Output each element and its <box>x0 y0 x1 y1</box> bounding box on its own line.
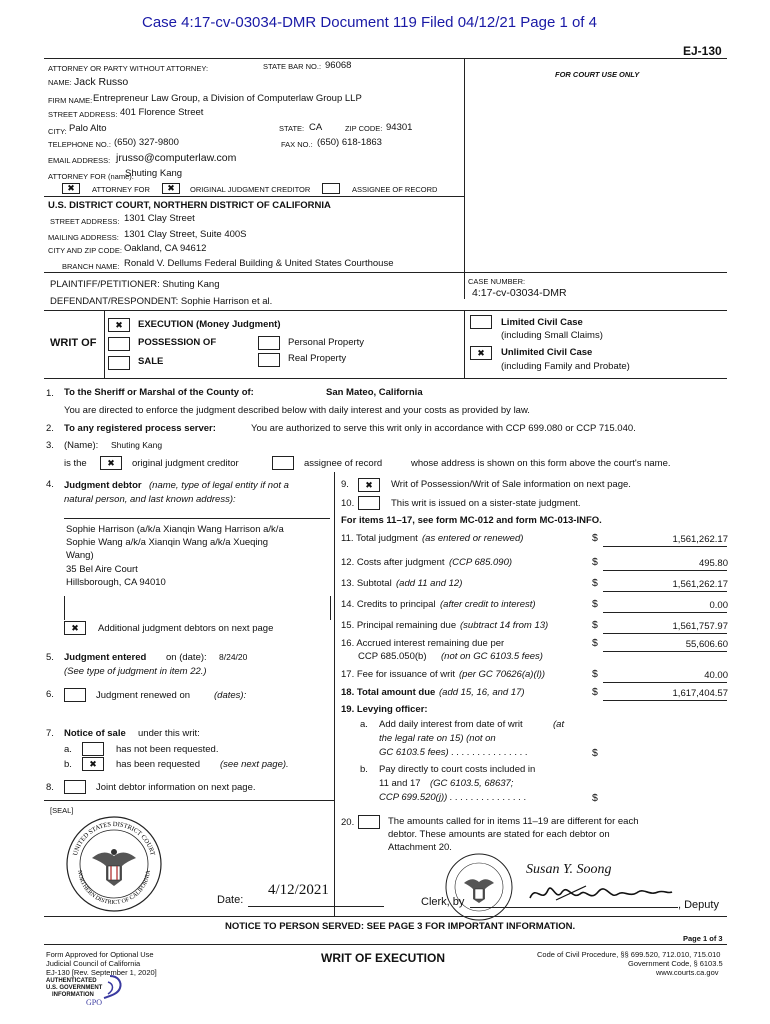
personal-property-checkbox[interactable] <box>258 336 280 350</box>
item-7b-text: has been requested <box>116 759 200 770</box>
item-19b-line-4: CCP 699.520(j)) . . . . . . . . . . . . . . . <box>379 792 527 803</box>
attorney-label: ATTORNEY OR PARTY WITHOUT ATTORNEY: <box>48 64 209 73</box>
original-creditor-option: ORIGINAL JUDGMENT CREDITOR <box>190 185 311 194</box>
date-label: Date: <box>217 894 244 906</box>
item-2-title: To any registered process server: <box>64 423 216 434</box>
item-5-date-label: on (date): <box>166 652 207 663</box>
item-1-text: To the Sheriff or Marshal of the County of: <box>64 387 254 398</box>
defendant: DEFENDANT/RESPONDENT: Sophie Harrison et al. <box>50 296 273 307</box>
clerk-name: Susan Y. Soong <box>526 862 612 877</box>
limited-case-sub: (including Small Claims) <box>501 330 603 341</box>
money-row-amount: 1,617,404.57 <box>672 688 728 699</box>
money-row-dollar: $ <box>592 532 598 544</box>
money-row-amount: 1,561,757.97 <box>672 621 728 632</box>
item-7a-text: has not been requested. <box>116 744 219 755</box>
state-label: STATE: <box>279 124 305 133</box>
item-10-text: This writ is issued on a sister-state judgment. <box>391 498 581 509</box>
money-row-label: 12. Costs after judgment <box>341 557 445 568</box>
tel-label: TELEPHONE NO.: <box>48 140 111 149</box>
original-creditor-checkbox[interactable]: ✖ <box>162 183 180 194</box>
page-number: Page 1 of 3 <box>683 934 723 943</box>
court-mailing: 1301 Clay Street, Suite 400S <box>124 229 247 240</box>
money-row-line <box>603 546 727 547</box>
court-filing-stamp: Case 4:17-cv-03034-DMR Document 119 Filed 04/12/21 Page 1 of 4 <box>142 14 597 31</box>
money-row-amount: 55,606.60 <box>685 639 728 650</box>
item-3-name: Shuting Kang <box>111 440 163 450</box>
for-court-use-label: FOR COURT USE ONLY <box>555 70 640 79</box>
item-5-date: 8/24/20 <box>219 652 248 662</box>
item-3-whose: whose address is shown on this form above the court's name. <box>411 458 671 469</box>
item-2-num: 2. <box>46 423 54 434</box>
item-5-title: Judgment entered <box>64 652 147 663</box>
footer-title: WRIT OF EXECUTION <box>321 951 445 965</box>
item-19a-dollar: $ <box>592 747 598 759</box>
item-4-title: Judgment debtor <box>64 480 142 491</box>
item-19a-letter: a. <box>360 719 368 730</box>
item-5-num: 5. <box>46 652 54 663</box>
item-5-note: (See type of judgment in item 22.) <box>64 666 207 677</box>
zip-label: ZIP CODE: <box>345 124 383 133</box>
footer-right-1: Code of Civil Procedure, §§ 699.520, 712.010, 715.010 <box>537 950 721 959</box>
money-row-line <box>603 682 727 683</box>
item-7-num: 7. <box>46 728 54 739</box>
attorney-email: jrusso@computerlaw.com <box>116 152 237 164</box>
notice-text: NOTICE TO PERSON SERVED: SEE PAGE 3 FOR IMPORTANT INFORMATION. <box>225 921 576 932</box>
money-row-amount: 40.00 <box>704 670 728 681</box>
item-6-checkbox[interactable] <box>64 688 86 702</box>
attorney-state: CA <box>309 122 323 133</box>
money-row-dollar: $ <box>592 637 598 649</box>
court-seal-icon <box>64 814 164 914</box>
plaintiff: PLAINTIFF/PETITIONER: Shuting Kang <box>50 279 220 290</box>
item-20-line-1: The amounts called for in items 11–19 are different for each <box>388 816 639 827</box>
firm-label: FIRM NAME: <box>48 96 93 105</box>
footer-right-2: Government Code, § 6103.5 <box>628 959 723 968</box>
signature-date: 4/12/2021 <box>268 882 329 898</box>
item-9-text: Writ of Possession/Writ of Sale information on next page. <box>391 479 631 490</box>
court-street-label: STREET ADDRESS: <box>50 217 120 226</box>
additional-debtors-checkbox[interactable]: ✖ <box>64 621 86 635</box>
assignee-checkbox[interactable] <box>322 183 340 194</box>
money-row-amount: 495.80 <box>698 558 728 569</box>
money-row-label: 13. Subtotal <box>341 578 392 589</box>
items-header: For items 11–17, see form MC-012 and form MC-013-INFO. <box>341 515 602 526</box>
money-row-label: 11. Total judgment <box>341 533 418 544</box>
parties-writ-divider <box>44 310 727 311</box>
money-row-amount: 1,561,262.17 <box>672 579 728 590</box>
item-7-desc: under this writ: <box>138 728 200 739</box>
court-mailing-label: MAILING ADDRESS: <box>48 233 119 242</box>
money-row-label: 18. Total amount due <box>341 687 436 698</box>
attorney-tel: (650) 327-9800 <box>114 137 179 148</box>
item-7a-checkbox[interactable] <box>82 742 104 756</box>
court-branch: Ronald V. Dellums Federal Building & United States Courthouse <box>124 258 394 269</box>
attorney-fax: (650) 618-1863 <box>317 137 382 148</box>
money-row-note: (after credit to interest) <box>440 599 536 610</box>
money-row-line <box>603 612 727 613</box>
money-row-note: (as entered or renewed) <box>422 533 524 544</box>
money-row-dollar: $ <box>592 556 598 568</box>
item-3-num: 3. <box>46 440 54 451</box>
footer-left-1: Form Approved for Optional Use <box>46 950 154 959</box>
state-bar-value: 96068 <box>325 60 352 71</box>
item-7b-checkbox[interactable]: ✖ <box>82 757 104 771</box>
attorney-court-divider <box>44 196 464 197</box>
item-10-num: 10. <box>341 498 355 509</box>
item-7b-see: (see next page). <box>220 759 289 770</box>
item-1-county: San Mateo, California <box>326 387 423 398</box>
date-line <box>248 906 384 907</box>
attorney-city: Palo Alto <box>69 123 107 134</box>
item-7b-letter: b. <box>64 759 72 770</box>
gpo-text-2: U.S. GOVERNMENT <box>46 985 103 991</box>
item-3-is-the: is the <box>64 458 87 469</box>
city-label: CITY: <box>48 127 67 136</box>
item-20-checkbox[interactable] <box>358 815 380 829</box>
item-6-label: Judgment renewed on <box>96 690 191 701</box>
item-10-checkbox[interactable] <box>358 496 380 510</box>
clerk-signature-icon <box>526 880 676 908</box>
item-20-line-3: Attachment 20. <box>388 842 452 853</box>
debtor-line-1: Sophie Harrison (a/k/a Xianqin Wang Harrison a/k/a <box>66 524 284 535</box>
money-row-note: (add 11 and 12) <box>396 578 463 589</box>
item-9-checkbox[interactable]: ✖ <box>358 478 380 492</box>
attorney-zip: 94301 <box>386 122 413 133</box>
money-row-amount: 1,561,262.17 <box>672 534 728 545</box>
money-row-line <box>603 570 727 571</box>
gpo-text-3: INFORMATION <box>52 992 94 998</box>
item-9-num: 9. <box>341 479 349 490</box>
writ-of-label: WRIT OF <box>50 337 97 349</box>
unlimited-case-label: Unlimited Civil Case <box>501 347 593 358</box>
money-row-line <box>603 651 727 652</box>
item-16-line-2b: (not on GC 6103.5 fees) <box>441 651 543 662</box>
writ-bottom-rule <box>44 378 727 379</box>
item-3-assignee-label: assignee of record <box>304 458 383 469</box>
court-branch-label: BRANCH NAME: <box>62 262 120 271</box>
second-debtor-left <box>64 596 65 620</box>
personal-property-label: Personal Property <box>288 337 365 348</box>
item-8-checkbox[interactable] <box>64 780 86 794</box>
item-19a-line-1: Add daily interest from date of writ <box>379 719 523 730</box>
case-number-label: CASE NUMBER: <box>468 277 526 286</box>
attorney-for-option: ATTORNEY FOR <box>92 185 150 194</box>
item-19a-line-2: (at <box>553 719 565 730</box>
top-rule <box>44 58 727 59</box>
item-19b-dollar: $ <box>592 792 598 804</box>
item-3-original-checkbox[interactable]: ✖ <box>100 456 122 470</box>
money-row-dollar: $ <box>592 619 598 631</box>
writ-divider <box>464 310 465 378</box>
case-number: 4:17-cv-03034-DMR <box>472 287 567 299</box>
assignee-option: ASSIGNEE OF RECORD <box>352 185 438 194</box>
real-property-checkbox[interactable] <box>258 353 280 367</box>
writ-of-divider <box>104 310 105 378</box>
money-row-label: 14. Credits to principal <box>341 599 436 610</box>
execution-label: EXECUTION (Money Judgment) <box>138 319 281 330</box>
money-row-note: (subtract 14 from 13) <box>460 620 549 631</box>
possession-label: POSSESSION OF <box>138 337 217 348</box>
seal-label: [SEAL] <box>50 806 74 815</box>
clerk-label: Clerk, by <box>421 896 465 908</box>
gpo-label: GPO <box>86 998 103 1007</box>
item-20-num: 20. <box>341 817 355 828</box>
court-name: U.S. DISTRICT COURT, NORTHERN DISTRICT OF CALIFORNIA <box>48 200 331 211</box>
state-bar-label: STATE BAR NO.: <box>263 62 322 71</box>
debtor-line-3: Wang) <box>66 550 94 561</box>
real-property-label: Real Property <box>288 353 347 364</box>
money-row-note: (add 15, 16, and 17) <box>439 687 525 698</box>
money-row-line <box>603 591 727 592</box>
court-parties-divider <box>44 272 727 273</box>
money-row-line <box>603 633 727 634</box>
court-use-divider <box>464 58 465 299</box>
money-row-dollar: $ <box>592 686 598 698</box>
court-city: Oakland, CA 94612 <box>124 243 207 254</box>
debtor-line-2: Sophie Wang a/k/a Xianqin Wang a/k/a Xueqing <box>66 537 269 548</box>
limited-case-checkbox[interactable] <box>470 315 492 329</box>
item-19a-line-4: GC 6103.5 fees) . . . . . . . . . . . . . . . <box>379 747 528 758</box>
sale-checkbox[interactable] <box>108 356 130 370</box>
debtor-line-5: Hillsborough, CA 94010 <box>66 577 166 588</box>
item-19b-line-2: 11 and 17 <box>379 778 421 789</box>
attorney-for-checkbox[interactable]: ✖ <box>62 183 80 194</box>
court-street: 1301 Clay Street <box>124 213 195 224</box>
item-7a-letter: a. <box>64 744 72 755</box>
seal-top-rule <box>44 800 334 801</box>
money-row-dollar: $ <box>592 577 598 589</box>
item-19-title: 19. Levying officer: <box>341 704 428 715</box>
attorney-name: Jack Russo <box>74 76 129 88</box>
money-row-note: (CCP 685.090) <box>449 557 513 568</box>
court-city-label: CITY AND ZIP CODE: <box>48 246 122 255</box>
gpo-text-1: AUTHENTICATED <box>46 978 97 984</box>
item-8-text: Joint debtor information on next page. <box>96 782 256 793</box>
item-20-line-2: debtor. These amounts are stated for each debtor on <box>388 829 610 840</box>
unlimited-case-checkbox[interactable]: ✖ <box>470 346 492 360</box>
notice-top-rule <box>44 916 727 917</box>
additional-debtors-label: Additional judgment debtors on next page <box>98 623 274 634</box>
item-3-label: (Name): <box>64 440 99 451</box>
item-2-text: You are authorized to serve this writ only in accordance with CCP 699.080 or CCP 715.040. <box>251 423 636 434</box>
item-6-dates: (dates): <box>214 690 247 701</box>
money-row-amount: 0.00 <box>709 600 728 611</box>
firm-name: Entrepreneur Law Group, a Division of Computerlaw Group LLP <box>93 93 362 104</box>
item-19b-letter: b. <box>360 764 368 775</box>
item-3-assignee-checkbox[interactable] <box>272 456 294 470</box>
attorney-for-name: Shuting Kang <box>125 168 183 179</box>
name-label: NAME: <box>48 78 72 87</box>
possession-checkbox[interactable] <box>108 337 130 351</box>
item-4-desc-1: (name, type of legal entity if not a <box>149 480 289 491</box>
item-4-num: 4. <box>46 479 54 490</box>
seal-bottom-text: NORTHERN DISTRICT OF CALIFORNIA <box>76 869 152 907</box>
item-16-line-2a: CCP 685.050(b) <box>358 651 427 662</box>
money-row-line <box>603 700 727 701</box>
money-row-dollar: $ <box>592 668 598 680</box>
item-4-desc-2: natural person, and last known address): <box>64 494 236 505</box>
item-7-title: Notice of sale <box>64 728 126 739</box>
attorney-for-label: ATTORNEY FOR (name): <box>48 172 134 181</box>
money-row-label: 15. Principal remaining due <box>341 620 457 631</box>
seal-top-text: UNITED STATES DISTRICT COURT <box>72 820 156 857</box>
item-19b-line-3: (GC 6103.5, 68637; <box>430 778 514 789</box>
footer-right-3: www.courts.ca.gov <box>656 968 719 977</box>
item-19b-line-1: Pay directly to court costs included in <box>379 764 536 775</box>
second-debtor-right <box>330 596 331 620</box>
item-3-original-label: original judgment creditor <box>132 458 239 469</box>
item-6-num: 6. <box>46 689 54 700</box>
street-label: STREET ADDRESS: <box>48 110 118 119</box>
deputy-label: , Deputy <box>678 899 719 911</box>
limited-case-label: Limited Civil Case <box>501 317 583 328</box>
form-id: EJ-130 <box>683 44 722 58</box>
execution-checkbox[interactable]: ✖ <box>108 318 130 332</box>
footer-left-2: Judicial Council of California <box>46 959 141 968</box>
money-row-note: (per GC 70626(a)(l)) <box>459 669 546 680</box>
email-label: EMAIL ADDRESS: <box>48 156 111 165</box>
clerk-seal-icon <box>444 852 514 922</box>
item-1-directive: You are directed to enforce the judgment described below with daily interest and your costs as provided by law. <box>64 405 530 416</box>
notice-bottom-rule <box>44 944 727 945</box>
debtor-line-4: 35 Bel Aire Court <box>66 564 138 575</box>
footer-left-3: EJ-130 [Rev. September 1, 2020] <box>46 968 157 977</box>
sale-label: SALE <box>138 356 164 367</box>
item-1-num: 1. <box>46 388 54 399</box>
fax-label: FAX NO.: <box>281 140 313 149</box>
item-19a-line-3: the legal rate on 15) (not on <box>379 733 496 744</box>
money-row-label: 17. Fee for issuance of writ <box>341 669 456 680</box>
money-row-label: 16. Accrued interest remaining due per <box>341 638 505 649</box>
column-divider <box>334 472 335 916</box>
clerk-line <box>470 907 678 908</box>
debtor-top-rule <box>64 518 330 519</box>
money-row-dollar: $ <box>592 598 598 610</box>
item-8-num: 8. <box>46 782 54 793</box>
attorney-street: 401 Florence Street <box>120 107 204 118</box>
unlimited-case-sub: (including Family and Probate) <box>501 361 630 372</box>
